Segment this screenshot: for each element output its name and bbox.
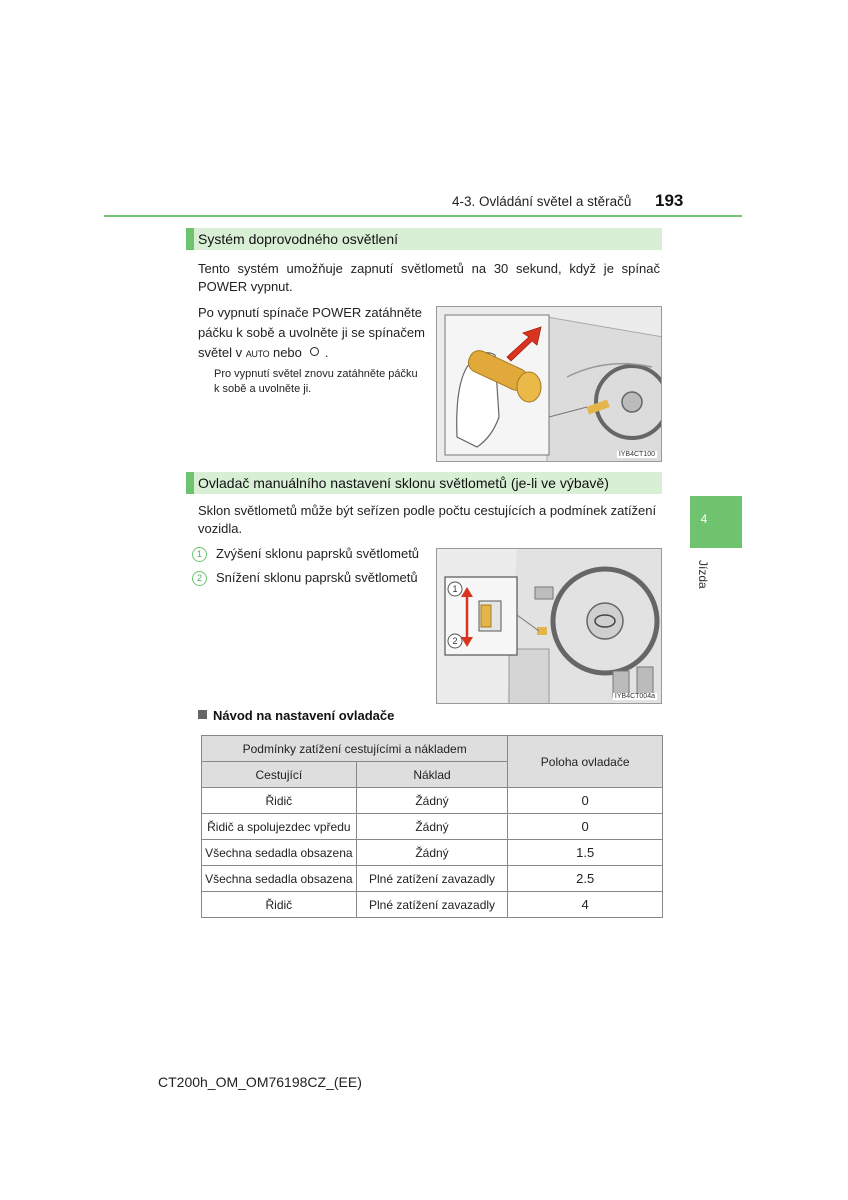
table-header-cargo: Náklad — [356, 762, 508, 788]
table-row — [202, 892, 663, 918]
cell-passengers: Všechna sedadla obsazena — [202, 866, 357, 892]
chapter-number: 4 — [700, 512, 708, 526]
cell-position: 0 — [508, 814, 663, 840]
cell-position: 0 — [508, 788, 663, 814]
cell-passengers: Všechna sedadla obsazena — [202, 840, 357, 866]
table-group-header: Podmínky zatížení cestujícími a nákladem — [202, 736, 508, 762]
list-item-raise — [192, 545, 419, 563]
cell-passengers: Řidič — [202, 788, 357, 814]
figure1-code: IYB4CT100 — [618, 451, 655, 458]
figure2-code: IYB4CT004a — [614, 693, 655, 700]
cell-cargo: Žádný — [356, 840, 508, 866]
header-rule — [104, 215, 742, 217]
cell-position: 4 — [508, 892, 663, 918]
cell-cargo: Plné zatížení zavazadly — [356, 866, 508, 892]
low-beam-icon — [310, 347, 319, 356]
number-circle-1: 1 — [192, 547, 207, 562]
list-item-label: Snížení sklonu paprsků světlometů — [216, 570, 418, 585]
figure-leveling-dial — [436, 548, 662, 704]
light-lever-illustration — [437, 307, 662, 462]
footer-doc-code: CT200h_OM_OM76198CZ_(EE) — [158, 1074, 362, 1090]
instruction-end: . — [324, 345, 329, 360]
page-number: 193 — [655, 191, 684, 210]
instruction-text-2: nebo — [272, 345, 302, 360]
cell-cargo: Plné zatížení zavazadly — [356, 892, 508, 918]
cell-passengers: Řidič a spolujezdec vpředu — [202, 814, 357, 840]
section1-note: Pro vypnutí světel znovu zatáhněte páčku k sobě a uvolněte ji. — [214, 368, 418, 395]
subsection-heading — [198, 708, 394, 723]
instruction-text-1: Po vypnutí spínače POWER zatáhněte páčku k sobě a uvolněte ji se spínačem světel v — [198, 305, 425, 360]
callout-1: 1 — [452, 584, 458, 594]
section-heading-headlight-leveling: Ovladač manuálního nastavení sklonu světlometů (je-li ve výbavě) — [186, 472, 662, 494]
cell-passengers: Řidič — [202, 892, 357, 918]
list-item-lower — [192, 569, 418, 587]
table-row — [202, 866, 663, 892]
section1-instruction — [198, 303, 426, 364]
table-header-passengers: Cestující — [202, 762, 357, 788]
leveling-dial-illustration — [437, 549, 662, 704]
subsection-title: Návod na nastavení ovladače — [213, 708, 395, 723]
auto-light-symbol: AUTO — [245, 349, 270, 359]
section-heading-follow-me-home: Systém doprovodného osvětlení — [186, 228, 662, 250]
table-row — [202, 814, 663, 840]
cell-position: 1.5 — [508, 840, 663, 866]
leveling-table — [201, 735, 663, 918]
cell-cargo: Žádný — [356, 814, 508, 840]
figure-light-lever — [436, 306, 662, 462]
callout-2: 2 — [452, 636, 458, 646]
list-item-label: Zvýšení sklonu paprsků světlometů — [216, 546, 420, 561]
chapter-label: Jízda — [696, 560, 710, 589]
running-header-title: 4-3. Ovládání světel a stěračů — [452, 194, 632, 209]
section1-intro: Tento systém umožňuje zapnutí světlometů na 30 sekund, když je spínač POWER vypnut. — [198, 261, 660, 294]
cell-cargo: Žádný — [356, 788, 508, 814]
table-header-position: Poloha ovladače — [508, 736, 663, 788]
cell-position: 2.5 — [508, 866, 663, 892]
table-row — [202, 840, 663, 866]
section2-intro: Sklon světlometů může být seřízen podle počtu cestujících a podmínek zatížení vozidla. — [198, 503, 657, 536]
number-circle-2: 2 — [192, 571, 207, 586]
table-row — [202, 788, 663, 814]
square-bullet-icon — [198, 710, 207, 719]
